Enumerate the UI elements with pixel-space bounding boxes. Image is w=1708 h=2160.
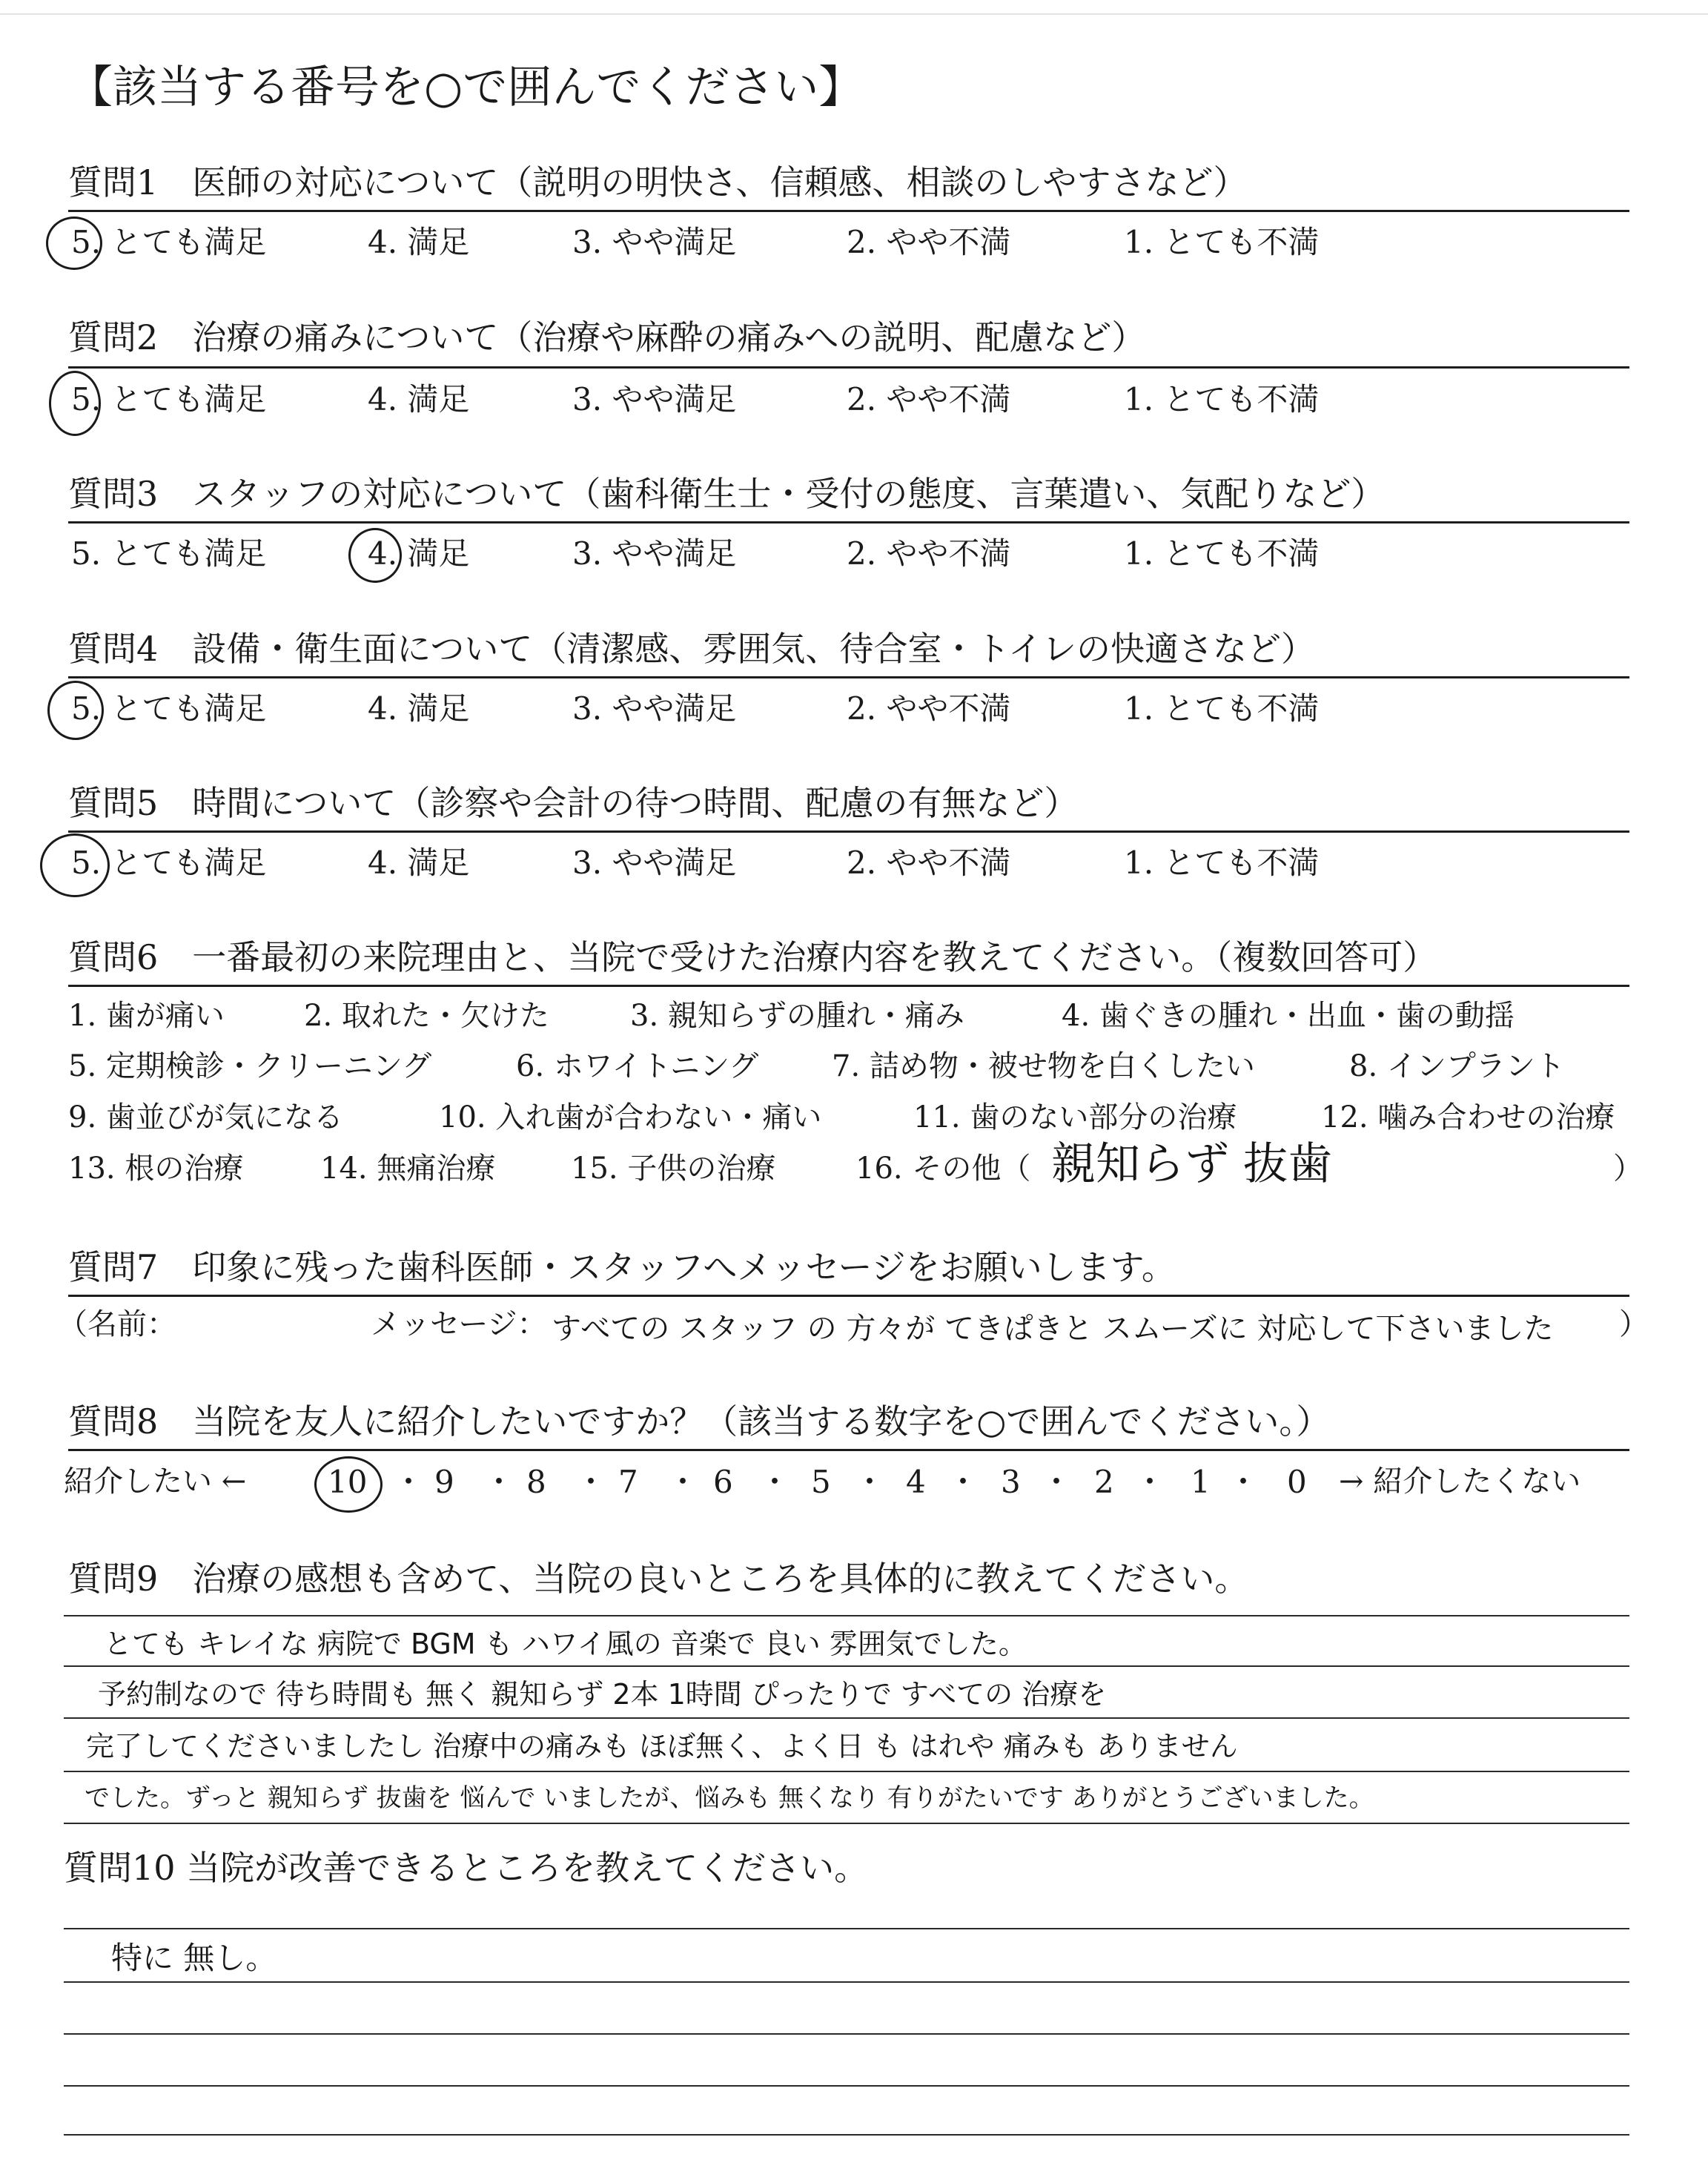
q8-dot: ・ [575,1464,607,1500]
q1-option-1[interactable]: 1. とても不満 [1124,224,1320,260]
q9-title: 質問9 治療の感想も含めて、当院の良いところを具体的に教えてください。 [68,1559,1249,1599]
q7-name-label: （名前： [58,1307,176,1341]
q6-option-14[interactable]: 14. 無痛治療 [320,1152,496,1186]
q6-option-6[interactable]: 6. ホワイトニング [516,1049,759,1083]
q8-dot: ・ [483,1464,515,1500]
q7-title: 質問7 印象に残った歯科医師・スタッフへメッセージをお願いします。 [68,1247,1176,1287]
q8-dot: ・ [759,1464,791,1500]
q3-option-3[interactable]: 3. やや満足 [572,535,737,572]
q1-title: 質問1 医師の対応について（説明の明快さ、信頼感、相談のしやすさなど） [68,162,1248,202]
q5-option-3[interactable]: 3. やや満足 [572,845,737,881]
q8-scale-6[interactable]: 6 [713,1464,733,1500]
q6-option-10[interactable]: 10. 入れ歯が合わない・痛い [439,1100,822,1135]
q6-option-3[interactable]: 3. 親知らずの腫れ・痛み [630,999,964,1033]
q10-answer-line [64,2085,1629,2087]
q6-option-13[interactable]: 13. 根の治療 [68,1152,244,1186]
page-heading: 【該当する番号を○で囲んでください】 [68,62,864,113]
q7-close-paren: ） [1619,1307,1649,1341]
q10-answer-handwritten[interactable]: 特に 無し。 [111,1940,277,1976]
q8-scale-3[interactable]: 3 [1001,1464,1021,1500]
q6-option-2[interactable]: 2. 取れた・欠けた [304,999,549,1033]
q3-title: 質問3 スタッフの対応について（歯科衛生士・受付の態度、言葉遣い、気配りなど） [68,474,1386,514]
q8-rule [68,1449,1629,1451]
q9-answer-line-1[interactable]: とても キレイな 病院で BGM も ハワイ風の 音楽で 良い 雰囲気でした。 [104,1628,1027,1660]
q8-dot: ・ [667,1464,699,1500]
q4-option-2[interactable]: 2. やや不満 [847,690,1011,727]
q10-answer-line [64,1928,1629,1929]
q6-option-4[interactable]: 4. 歯ぐきの腫れ・出血・歯の動揺 [1062,999,1515,1033]
q6-option-16[interactable]: 16. その他（ [855,1152,1031,1186]
q8-scale-2[interactable]: 2 [1094,1464,1114,1500]
q3-selection-circle [348,528,402,583]
q5-selection-circle [40,833,110,897]
q8-right-label: → 紹介したくない [1339,1464,1581,1499]
q8-scale-4[interactable]: 4 [906,1464,926,1500]
q3-option-2[interactable]: 2. やや不満 [847,535,1011,572]
q7-rule [68,1295,1629,1297]
q5-option-2[interactable]: 2. やや不満 [847,845,1011,881]
q2-option-1[interactable]: 1. とても不満 [1124,381,1320,417]
q3-rule [68,521,1629,524]
q7-message-label: メッセージ： [371,1307,547,1341]
q6-other-handwritten[interactable]: 親知らず 抜歯 [1051,1138,1333,1190]
q2-option-5[interactable]: 5. とても満足 [71,381,267,417]
q5-option-4[interactable]: 4. 満足 [368,845,470,881]
q9-answer-line-3[interactable]: 完了してくださいましたし 治療中の痛みも ほぼ無く、よく日 も はれや 痛みも ありません [86,1730,1238,1763]
q10-title: 質問10 当院が改善できるところを教えてください。 [64,1848,869,1888]
q6-option-7[interactable]: 7. 詰め物・被せ物を白くしたい [832,1049,1255,1083]
q6-option-9[interactable]: 9. 歯並びが気になる [68,1100,343,1135]
q2-option-3[interactable]: 3. やや満足 [572,381,737,417]
q9-answer-line [64,1665,1629,1667]
q7-message-handwritten[interactable]: すべての スタッフ の 方々が てきぱきと スムーズに 対応して下さいました [552,1312,1554,1346]
q9-answer-line [64,1717,1629,1719]
q6-option-5[interactable]: 5. 定期検診・クリーニング [68,1049,432,1083]
q3-option-1[interactable]: 1. とても不満 [1124,535,1320,572]
q8-dot: ・ [1041,1464,1073,1500]
q6-option-8[interactable]: 8. インプラント [1349,1049,1565,1083]
q8-scale-9[interactable]: 9 [434,1464,454,1500]
q4-rule [68,676,1629,678]
q1-option-2[interactable]: 2. やや不満 [847,224,1011,260]
q8-dot: ・ [947,1464,979,1500]
q8-scale-8[interactable]: 8 [526,1464,546,1500]
q3-option-4[interactable]: 4. 満足 [368,535,470,572]
q2-option-4[interactable]: 4. 満足 [368,381,470,417]
q9-answer-line [64,1771,1629,1772]
q2-rule [68,366,1629,369]
q4-selection-circle [47,681,104,740]
q10-answer-line [64,1981,1629,1983]
q8-left-label: 紹介したい ← [64,1464,247,1499]
q8-dot: ・ [393,1464,425,1500]
q6-option-12[interactable]: 12. 噛み合わせの治療 [1321,1100,1615,1135]
q1-rule [68,210,1629,212]
q6-option-1[interactable]: 1. 歯が痛い [68,999,225,1033]
q9-answer-line [64,1823,1629,1824]
q8-dot: ・ [1228,1464,1260,1500]
q5-option-1[interactable]: 1. とても不満 [1124,845,1320,881]
q8-scale-0[interactable]: 0 [1287,1464,1307,1500]
q6-rule [68,985,1629,987]
q8-dot: ・ [854,1464,886,1500]
q1-option-5[interactable]: 5. とても満足 [71,224,267,260]
q4-option-3[interactable]: 3. やや満足 [572,690,737,727]
q3-option-5[interactable]: 5. とても満足 [71,535,267,572]
q8-scale-5[interactable]: 5 [811,1464,831,1500]
q5-option-5[interactable]: 5. とても満足 [71,845,267,881]
q9-answer-line [64,1615,1629,1616]
q2-title: 質問2 治療の痛みについて（治療や麻酔の痛みへの説明、配慮など） [68,317,1146,357]
q1-option-4[interactable]: 4. 満足 [368,224,470,260]
q6-option-11[interactable]: 11. 歯のない部分の治療 [913,1100,1237,1135]
q2-option-2[interactable]: 2. やや不満 [847,381,1011,417]
q8-title: 質問8 当院を友人に紹介したいですか？（該当する数字を○で囲んでください。） [68,1401,1331,1441]
q4-title: 質問4 設備・衛生面について（清潔感、雰囲気、待合室・トイレの快適さなど） [68,629,1316,669]
q9-answer-line-4[interactable]: でした。ずっと 親知らず 抜歯を 悩んで いましたが、悩みも 無くなり 有りがたいです ありがとうございました。 [85,1783,1374,1813]
q2-selection-circle [49,371,101,436]
q4-option-1[interactable]: 1. とても不満 [1124,690,1320,727]
scan-edge [0,13,1708,15]
q1-option-3[interactable]: 3. やや満足 [572,224,737,260]
q5-title: 質問5 時間について（診察や会計の待つ時間、配慮の有無など） [68,783,1079,823]
q6-option-15[interactable]: 15. 子供の治療 [571,1152,776,1186]
q6-other-close-paren: ） [1613,1152,1643,1186]
q4-option-5[interactable]: 5. とても満足 [71,690,267,727]
q9-answer-line-2[interactable]: 予約制なので 待ち時間も 無く 親知らず 2本 1時間 ぴったりで すべての 治療を [98,1678,1107,1711]
q10-answer-line [64,2033,1629,2035]
q6-title: 質問6 一番最初の来院理由と、当院で受けた治療内容を教えてください。（複数回答可） [68,937,1437,977]
q1-selection-circle [46,217,102,270]
q8-scale-7[interactable]: 7 [618,1464,638,1500]
q10-answer-line [64,2134,1629,2136]
q4-option-4[interactable]: 4. 満足 [368,690,470,727]
q8-scale-10[interactable]: 10 [328,1464,368,1500]
q5-rule [68,830,1629,833]
q8-selection-circle [314,1456,383,1513]
q8-dot: ・ [1134,1464,1166,1500]
q8-scale-1[interactable]: 1 [1191,1464,1211,1500]
